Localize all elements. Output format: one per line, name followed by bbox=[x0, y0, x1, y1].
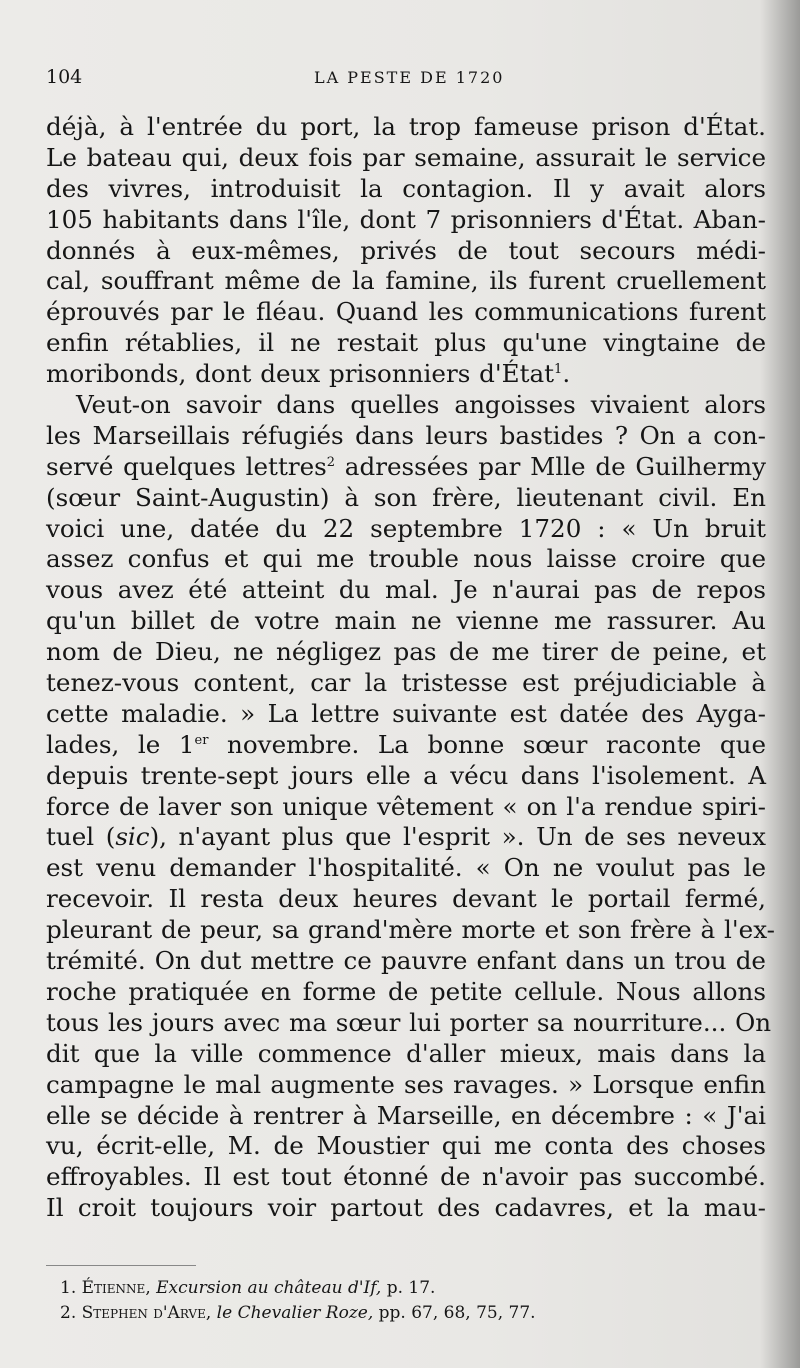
line-text: dit que la ville commence d'aller mieux, mais dans la bbox=[46, 1038, 766, 1068]
line-text: tous les jours avec ma sœur lui porter sa nourriture... On bbox=[46, 1007, 772, 1037]
text-line bbox=[46, 390, 766, 421]
line-text-continuation: novembre. La bonne sœur raconte que bbox=[208, 729, 766, 759]
line-text: tuel (sic), n'ayant plus que l'esprit ». Un de ses neveux bbox=[46, 822, 766, 852]
text-line bbox=[46, 1101, 766, 1132]
text-line bbox=[46, 1193, 766, 1224]
text-line bbox=[46, 884, 766, 915]
line-text: enfin rétablies, il ne restait plus qu'une vingtaine de bbox=[46, 328, 766, 358]
line-text: éprouvés par le fléau. Quand les communications furent bbox=[46, 297, 766, 327]
text-line bbox=[46, 575, 766, 606]
running-title: LA PESTE DE 1720 bbox=[314, 68, 505, 87]
footnote-number: 1. bbox=[60, 1278, 77, 1298]
line-text-continuation: . bbox=[562, 359, 571, 389]
body-text bbox=[46, 112, 775, 1224]
footnote-reference: 2 bbox=[326, 454, 336, 470]
line-text: vous avez été atteint du mal. Je n'aurai pas de repos bbox=[46, 575, 766, 605]
text-line bbox=[46, 328, 766, 359]
text-line bbox=[46, 699, 766, 730]
text-line bbox=[46, 1131, 766, 1162]
text-line bbox=[46, 483, 766, 514]
line-text: déjà, à l'entrée du port, la trop fameuse prison d'État. bbox=[46, 112, 766, 141]
line-text: depuis trente-sept jours elle a vécu dans l'isolement. A bbox=[46, 760, 766, 790]
line-text: recevoir. Il resta deux heures devant le portail fermé, bbox=[46, 884, 766, 914]
footnote-author: Stephen d'Arve, bbox=[81, 1303, 212, 1323]
text-line bbox=[46, 1162, 766, 1193]
text-line bbox=[46, 1039, 766, 1070]
text-line bbox=[46, 205, 766, 236]
text-line bbox=[46, 606, 766, 637]
text-line bbox=[46, 174, 766, 205]
line-text: les Marseillais réfugiés dans leurs bastides ? On a con- bbox=[46, 420, 766, 450]
footnote-rest: pp. 67, 68, 75, 77. bbox=[378, 1303, 536, 1323]
text-line bbox=[46, 792, 766, 823]
text-line bbox=[46, 421, 766, 452]
line-text: donnés à eux-mêmes, privés de tout secours médi- bbox=[46, 235, 766, 265]
footnote-title: Excursion au château d'If, bbox=[156, 1278, 382, 1298]
line-text: effroyables. Il est tout étonné de n'avoir pas succombé. bbox=[46, 1162, 766, 1192]
footnote-author: Étienne, bbox=[81, 1278, 151, 1298]
line-text: Il croit toujours voir partout des cadavres, et la mau- bbox=[46, 1193, 766, 1223]
line-text: voici une, datée du 22 septembre 1720 : « Un bruit bbox=[46, 513, 766, 543]
text-line bbox=[46, 730, 766, 761]
text-line bbox=[46, 637, 766, 668]
footnote-title: le Chevalier Roze, bbox=[216, 1303, 374, 1323]
footnote bbox=[60, 1301, 760, 1326]
footnote-reference: er bbox=[194, 732, 209, 748]
text-line bbox=[46, 236, 766, 267]
text-line bbox=[46, 297, 766, 328]
line-text: nom de Dieu, ne négligez pas de me tirer de peine, et bbox=[46, 637, 766, 667]
line-text: elle se décide à rentrer à Marseille, en décembre : « J'ai bbox=[46, 1100, 766, 1130]
line-text: Le bateau qui, deux fois par semaine, assurait le service bbox=[46, 142, 766, 172]
line-text: Veut-on savoir dans quelles angoisses vivaient alors bbox=[76, 390, 766, 420]
line-text: vu, écrit-elle, M. de Moustier qui me conta des choses bbox=[46, 1131, 766, 1161]
text-line bbox=[46, 514, 766, 545]
text-line bbox=[46, 853, 766, 884]
line-text: lades, le 1 bbox=[46, 729, 195, 759]
footnote-separator bbox=[46, 1265, 196, 1266]
text-line bbox=[46, 668, 766, 699]
text-line bbox=[46, 977, 766, 1008]
text-line bbox=[46, 266, 766, 297]
line-text: assez confus et qui me trouble nous laisse croire que bbox=[46, 544, 766, 574]
running-head bbox=[46, 66, 766, 96]
footnotes bbox=[60, 1276, 760, 1326]
text-line bbox=[46, 544, 766, 575]
footnote-number: 2. bbox=[60, 1303, 77, 1323]
text-line bbox=[46, 822, 766, 853]
line-text: roche pratiquée en forme de petite cellule. Nous allons bbox=[46, 976, 766, 1006]
line-text: cette maladie. » La lettre suivante est datée des Ayga- bbox=[46, 698, 766, 728]
text-line bbox=[46, 112, 766, 143]
line-text: qu'un billet de votre main ne vienne me rassurer. Au bbox=[46, 606, 766, 636]
line-text: des vivres, introduisit la contagion. Il y avait alors bbox=[46, 173, 766, 203]
line-text: 105 habitants dans l'île, dont 7 prisonniers d'État. Aban- bbox=[46, 204, 766, 234]
line-text: pleurant de peur, sa grand'mère morte et son frère à l'ex- bbox=[46, 915, 775, 945]
page-number: 104 bbox=[46, 66, 83, 88]
footnote bbox=[60, 1276, 760, 1301]
line-text: force de laver son unique vêtement « on l'a rendue spiri- bbox=[46, 791, 766, 821]
text-line bbox=[46, 761, 766, 792]
line-text: est venu demander l'hospitalité. « On ne voulut pas le bbox=[46, 853, 766, 883]
line-text: (sœur Saint-Augustin) à son frère, lieutenant civil. En bbox=[46, 482, 766, 512]
line-text: cal, souffrant même de la famine, ils furent cruellement bbox=[46, 266, 766, 296]
line-text: moribonds, dont deux prisonniers d'État bbox=[46, 359, 555, 389]
line-text: servé quelques lettres bbox=[46, 451, 327, 481]
footnote-rest: p. 17. bbox=[386, 1278, 436, 1298]
text-line bbox=[46, 359, 766, 390]
footnote-reference: 1 bbox=[554, 361, 563, 377]
text-line bbox=[46, 1007, 772, 1039]
text-line bbox=[46, 915, 775, 946]
line-text: campagne le mal augmente ses ravages. » Lorsque enfin bbox=[46, 1069, 766, 1099]
text-line bbox=[46, 452, 766, 483]
text-line bbox=[46, 946, 766, 977]
text-line bbox=[46, 1070, 766, 1101]
line-text: trémité. On dut mettre ce pauvre enfant dans un trou de bbox=[46, 946, 766, 976]
line-text-continuation: adressées par Mlle de Guilhermy bbox=[335, 451, 766, 481]
line-text: tenez-vous content, car la tristesse est préjudiciable à bbox=[46, 668, 766, 698]
text-line bbox=[46, 143, 766, 174]
